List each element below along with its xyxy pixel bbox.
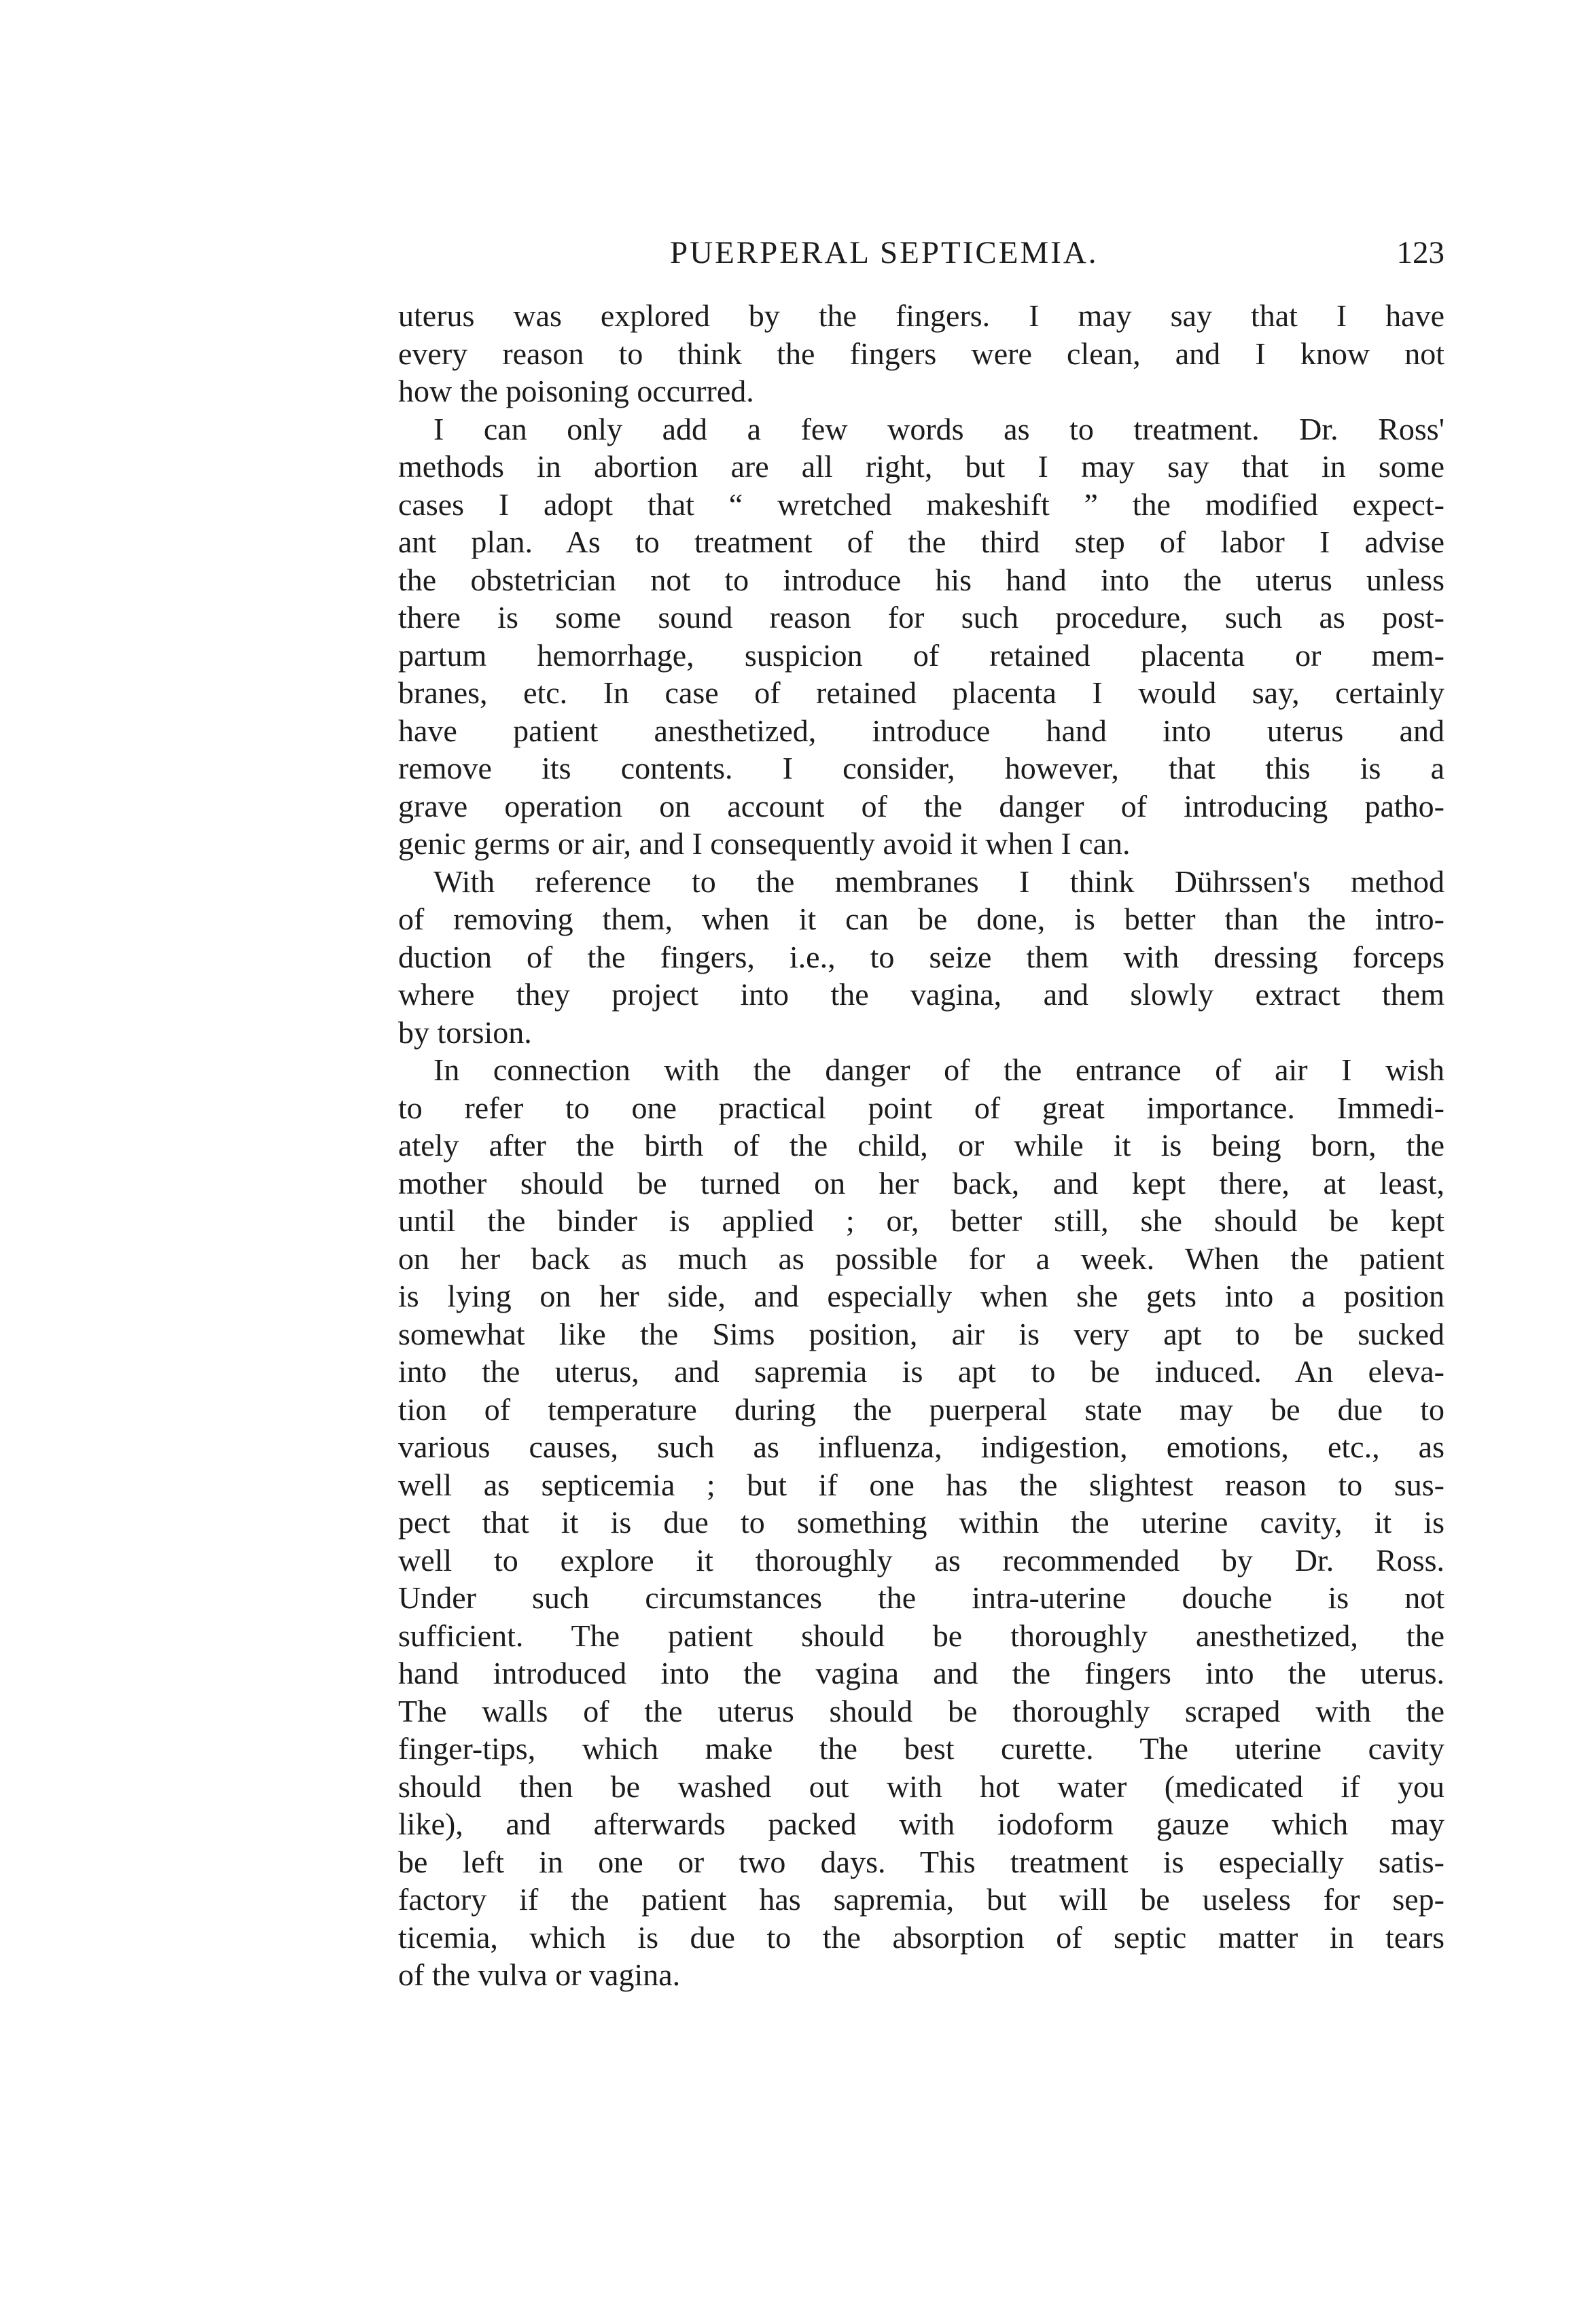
text-line: on her back as much as possible for a week. When the patient [398, 1241, 1444, 1276]
text-line: methods in abortion are all right, but I may say that in some [398, 449, 1444, 484]
text-line: ant plan. As to treatment of the third step of labor I advise [398, 525, 1444, 559]
text-line: remove its contents. I consider, however, that this is a [398, 751, 1444, 785]
text-line: sufficient. The patient should be thoroughly anesthetized, the [398, 1618, 1444, 1653]
text-line: ately after the birth of the child, or while it is being born, the [398, 1128, 1444, 1162]
text-line: well as septicemia ; but if one has the slightest reason to sus- [398, 1467, 1444, 1502]
text-line: until the binder is applied ; or, better still, she should be kept [398, 1203, 1444, 1238]
text-line: well to explore it thoroughly as recommended by Dr. Ross. [398, 1542, 1444, 1578]
page-number: 123 [1396, 235, 1444, 270]
text-line: by torsion. [398, 1014, 532, 1050]
text-line: have patient anesthetized, introduce hand into uterus and [398, 713, 1444, 748]
running-title: PUERPERAL SEPTICEMIA. [670, 235, 1099, 270]
text-line: duction of the fingers, i.e., to seize them with dressing forceps [398, 939, 1444, 974]
text-line: With reference to the membranes I think Dührssen's method [433, 864, 1444, 899]
text-line: grave operation on account of the danger of introducing patho- [398, 788, 1444, 823]
text-line: to refer to one practical point of great importance. Immedi- [398, 1090, 1444, 1125]
text-line: I can only add a few words as to treatment. Dr. Ross' [433, 411, 1444, 446]
text-line: like), and afterwards packed with iodoform gauze which may [398, 1807, 1444, 1841]
text-line: The walls of the uterus should be thoroughly scraped with the [398, 1693, 1444, 1728]
text-line: of removing them, when it can be done, is better than the intro- [398, 902, 1444, 936]
text-line: the obstetrician not to introduce his hand into the uterus unless [398, 562, 1444, 597]
running-head [398, 234, 1444, 275]
text-line: should then be washed out with hot water (medicated if you [398, 1769, 1444, 1804]
text-line: tion of temperature during the puerperal state may be due to [398, 1391, 1444, 1427]
text-line: somewhat like the Sims position, air is very apt to be sucked [398, 1316, 1444, 1351]
text-line: uterus was explored by the fingers. I may say that I have [398, 298, 1444, 333]
text-line: finger-tips, which make the best curette. The uterine cavity [398, 1731, 1444, 1766]
text-line: ticemia, which is due to the absorption of septic matter in tears [398, 1919, 1444, 1955]
text-line: Under such circumstances the intra-uterine douche is not [398, 1580, 1444, 1615]
text-line: be left in one or two days. This treatment is especially satis- [398, 1844, 1444, 1879]
text-line: every reason to think the fingers were clean, and I know not [398, 336, 1444, 371]
text-line: into the uterus, and sapremia is apt to be induced. An eleva- [398, 1354, 1444, 1389]
text-line: mother should be turned on her back, and kept there, at least, [398, 1165, 1444, 1201]
text-line: various causes, such as influenza, indigestion, emotions, etc., as [398, 1429, 1444, 1464]
text-line: hand introduced into the vagina and the fingers into the uterus. [398, 1656, 1444, 1690]
text-line: is lying on her side, and especially when she gets into a position [398, 1279, 1444, 1313]
text-line: cases I adopt that “ wretched makeshift ” the modified expect- [398, 486, 1444, 522]
body-text [398, 297, 1444, 1994]
text-line: of the vulva or vagina. [398, 1957, 681, 1992]
text-line: partum hemorrhage, suspicion of retained placenta or mem- [398, 637, 1444, 673]
text-line: genic germs or air, and I consequently avoid it when I can. [398, 826, 1131, 861]
text-line: pect that it is due to something within the uterine cavity, it is [398, 1505, 1444, 1540]
text-line: branes, etc. In case of retained placenta I would say, certainly [398, 675, 1444, 710]
text-line: how the poisoning occurred. [398, 374, 754, 408]
text-line: factory if the patient has sapremia, but will be useless for sep- [398, 1882, 1444, 1917]
text-line: where they project into the vagina, and slowly extract them [398, 977, 1444, 1012]
text-line: there is some sound reason for such procedure, such as post- [398, 600, 1444, 635]
text-line: In connection with the danger of the entrance of air I wish [433, 1052, 1444, 1087]
